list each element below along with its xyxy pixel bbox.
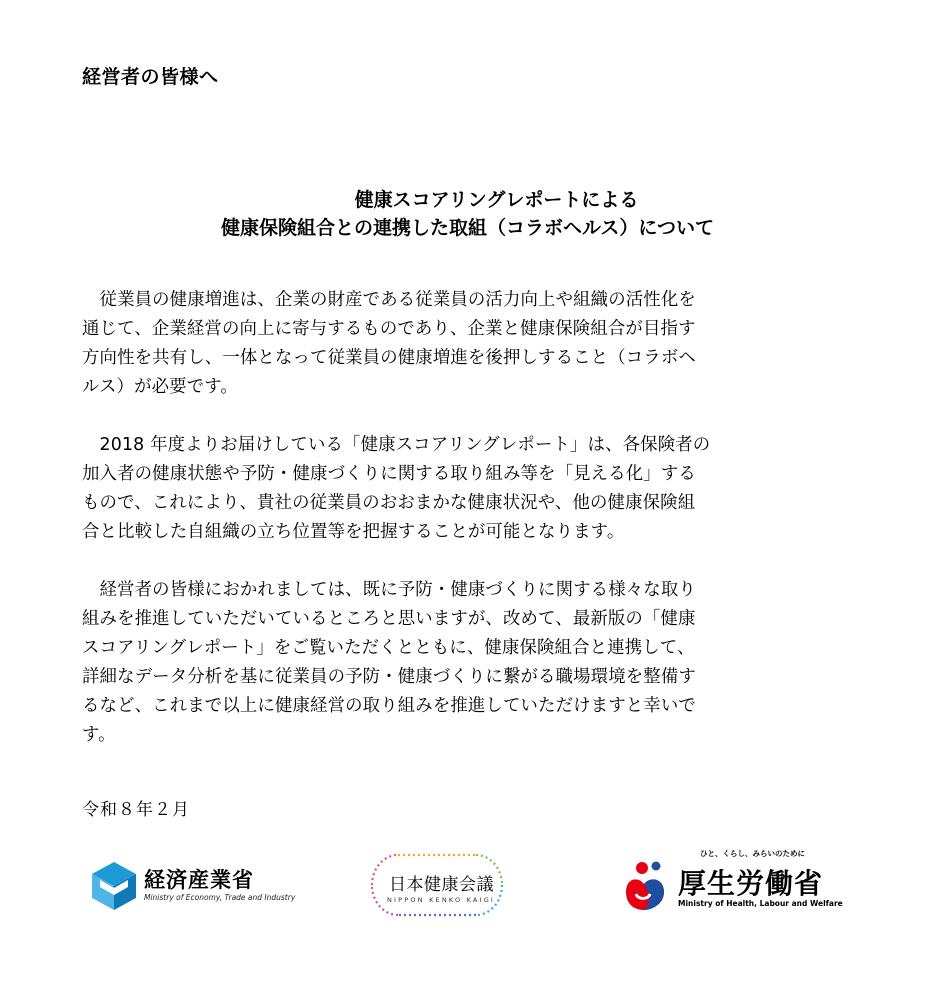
paragraph-2 (82, 431, 858, 547)
issue-date: 令和８年２月 (82, 800, 190, 820)
mhlw-tagline: ひと、くらし、みらいのために (700, 849, 805, 858)
paragraph-line: るなど、これまで以上に健康経営の取り組みを推進していただけますと幸いで (82, 696, 696, 716)
meti-name-en: Ministry of Economy, Trade and Industry (144, 893, 296, 902)
title-line-1: 健康スコアリングレポートによる (354, 189, 639, 211)
nkk-logo (362, 852, 512, 918)
paragraph-line: 加入者の健康状態や予防・健康づくりに関する取り組み等を「見える化」する (82, 464, 696, 484)
meti-mark-icon (90, 860, 138, 912)
nkk-name-jp: 日本健康会議 (389, 875, 494, 895)
paragraph-line: 方向性を共有し、一体となって従業員の健康増進を後押しすること（コラボヘ (82, 348, 696, 368)
paragraph-line: 2018 年度よりお届けしている「健康スコアリングレポート」は、各保険者の (82, 435, 711, 455)
paragraph-line: ルス）が必要です。 (82, 377, 238, 397)
mhlw-name-en: Ministry of Health, Labour and Welfare (678, 899, 843, 908)
paragraph-1 (82, 286, 858, 402)
salutation: 経営者の皆様へ (82, 66, 219, 88)
title-line-2: 健康保険組合との連携した取組（コラボヘルス）について (220, 217, 715, 239)
paragraph-line: 経営者の皆様におかれましては、既に予防・健康づくりに関する様々な取り (82, 580, 696, 600)
paragraph-line: もので、これにより、貴社の従業員のおおまかな健康状況や、他の健康保険組 (82, 493, 696, 513)
paragraph-line: す。 (82, 725, 116, 745)
paragraph-line: 通じて、企業経営の向上に寄与するものであり、企業と健康保険組合が目指す (82, 319, 696, 339)
document-title (0, 186, 935, 242)
mhlw-name-jp: 厚生労働省 (678, 867, 824, 900)
nkk-name-en: NIPPON KENKO KAIGI (387, 896, 496, 904)
paragraph-line: 詳細なデータ分析を基に従業員の予防・健康づくりに繋がる職場環境を整備す (82, 667, 696, 687)
paragraph-line: スコアリングレポート」をご覧いただくとともに、健康保険組合と連携して、 (82, 638, 695, 658)
mhlw-logo (620, 846, 850, 916)
paragraph-line: 従業員の健康増進は、企業の財産である従業員の活力向上や組織の活性化を (82, 290, 696, 310)
mhlw-mark-icon (620, 858, 672, 914)
body-text (82, 286, 858, 779)
paragraph-3 (82, 576, 858, 750)
paragraph-line: 合と比較した自組織の立ち位置等を把握することが可能となります。 (82, 522, 625, 542)
paragraph-line: 組みを推進していただいているところと思いますが、改めて、最新版の「健康 (82, 609, 696, 629)
meti-logo (90, 858, 296, 918)
meti-name-jp: 経済産業省 (144, 868, 254, 892)
